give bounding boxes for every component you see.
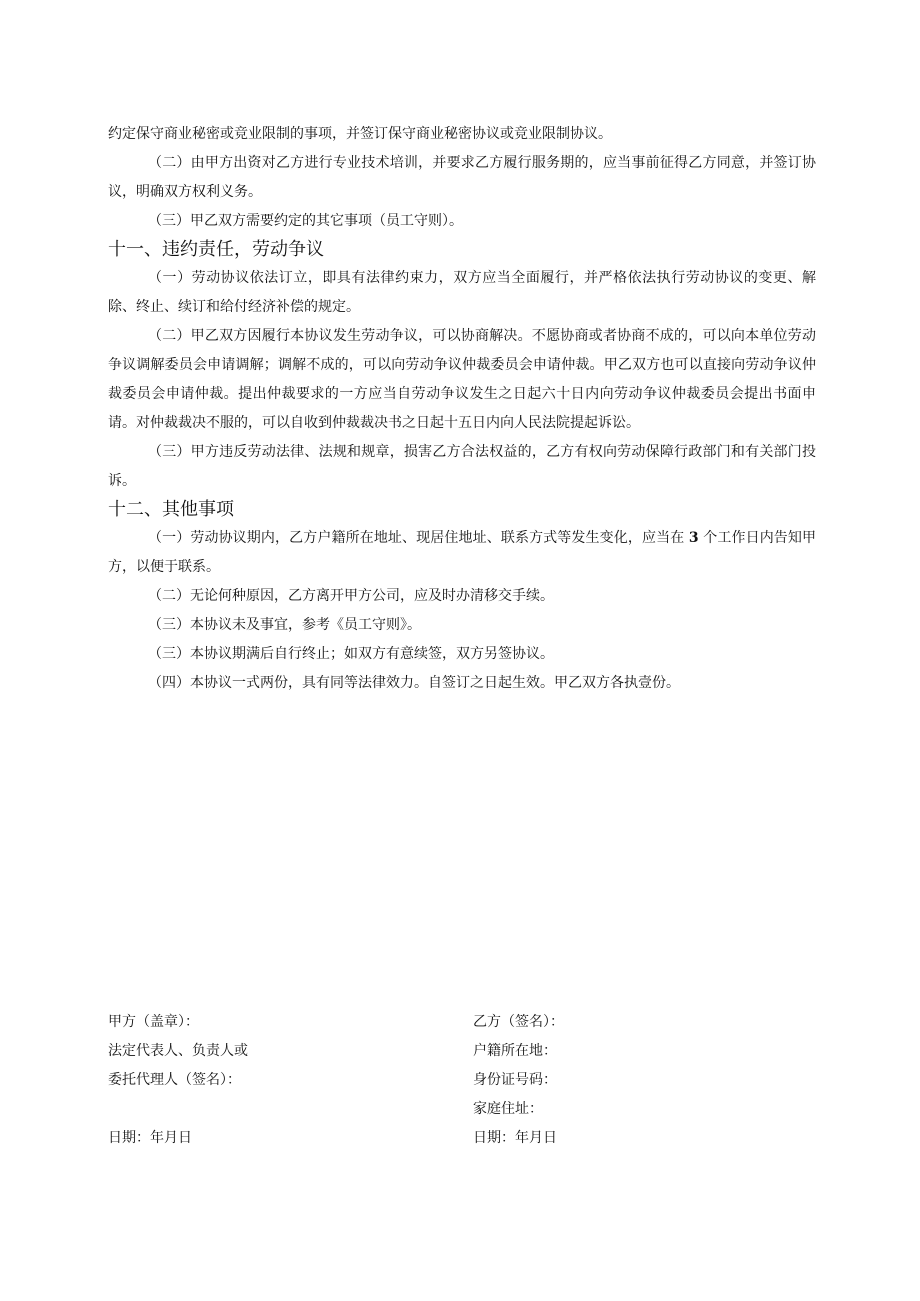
party-b-date-label: 日期：年月日 — [473, 1130, 557, 1146]
section-heading-12: 十二、其他事项 — [108, 499, 234, 520]
clause-12-1-number: 3 — [688, 530, 699, 546]
party-a-agent-signature-label: 委托代理人（签名）： — [108, 1072, 241, 1088]
paragraph-other-matters: （三）甲乙双方需要约定的其它事项（员工守则）。 — [148, 213, 463, 229]
party-a-representative-label: 法定代表人、负责人或 — [108, 1043, 248, 1059]
document-body — [108, 120, 816, 698]
party-a-seal-label: 甲方（盖章）： — [108, 1014, 199, 1030]
clause-11-1: （一）劳动协议依法订立，即具有法律约束力，双方应当全面履行，并严格依法执行劳动协议的变更、解除、终止、续订和给付经济补偿的规定。 — [108, 270, 816, 315]
clause-12-5: （四）本协议一式两份，具有同等法律效力。自签订之日起生效。甲乙双方各执壹份。 — [148, 675, 680, 691]
party-b-signature-label: 乙方（签名）： — [473, 1014, 564, 1030]
paragraph-training: （二）由甲方出资对乙方进行专业技术培训，并要求乙方履行服务期的，应当事前征得乙方同意，并签订协议，明确双方权利义务。 — [108, 155, 816, 200]
party-b-household-label: 户籍所在地： — [473, 1043, 557, 1059]
section-heading-11: 十一、违约责任，劳动争议 — [108, 239, 324, 260]
clause-12-1 — [108, 524, 816, 582]
clause-11-2: （二）甲乙双方因履行本协议发生劳动争议，可以协商解决。不愿协商或者协商不成的，可以向本单位劳动争议调解委员会申请调解；调解不成的，可以向劳动争议仲裁委员会申请仲裁。甲乙双方也可以直接向劳动争议仲裁委员会申请仲裁。提出仲裁要求的一方应当自劳动争议发生之日起六十日内向劳动争议仲裁委员会提出书面申请。对仲裁裁决不服的，可以自收到仲裁裁决书之日起十五日内向人民法院提起诉讼。 — [108, 328, 816, 431]
clause-12-2: （二）无论何种原因，乙方离开甲方公司，应及时办清移交手续。 — [148, 588, 554, 604]
signature-block-party-b — [473, 1008, 564, 1153]
party-b-home-address-label: 家庭住址： — [473, 1101, 543, 1117]
clause-12-1-text-b: 个工作日内告知甲方，以便于联系。 — [108, 530, 817, 575]
clause-11-3: （三）甲方违反劳动法律、法规和规章，损害乙方合法权益的，乙方有权向劳动保障行政部门和有关部门投诉。 — [108, 444, 816, 489]
clause-12-1-text-a: （一）劳动协议期内，乙方户籍所在地址、现居住地址、联系方式等发生变化，应当在 — [148, 530, 685, 546]
paragraph-confidentiality: 约定保守商业秘密或竞业限制的事项，并签订保守商业秘密协议或竞业限制协议。 — [108, 126, 612, 142]
signature-block-party-a — [108, 1008, 248, 1153]
party-a-date-label: 日期：年月日 — [108, 1130, 192, 1146]
clause-12-4: （三）本协议期满后自行终止；如双方有意续签，双方另签协议。 — [148, 646, 554, 662]
clause-12-3: （三）本协议未及事宜，参考《员工守则》。 — [148, 617, 421, 633]
party-b-id-number-label: 身份证号码： — [473, 1072, 557, 1088]
